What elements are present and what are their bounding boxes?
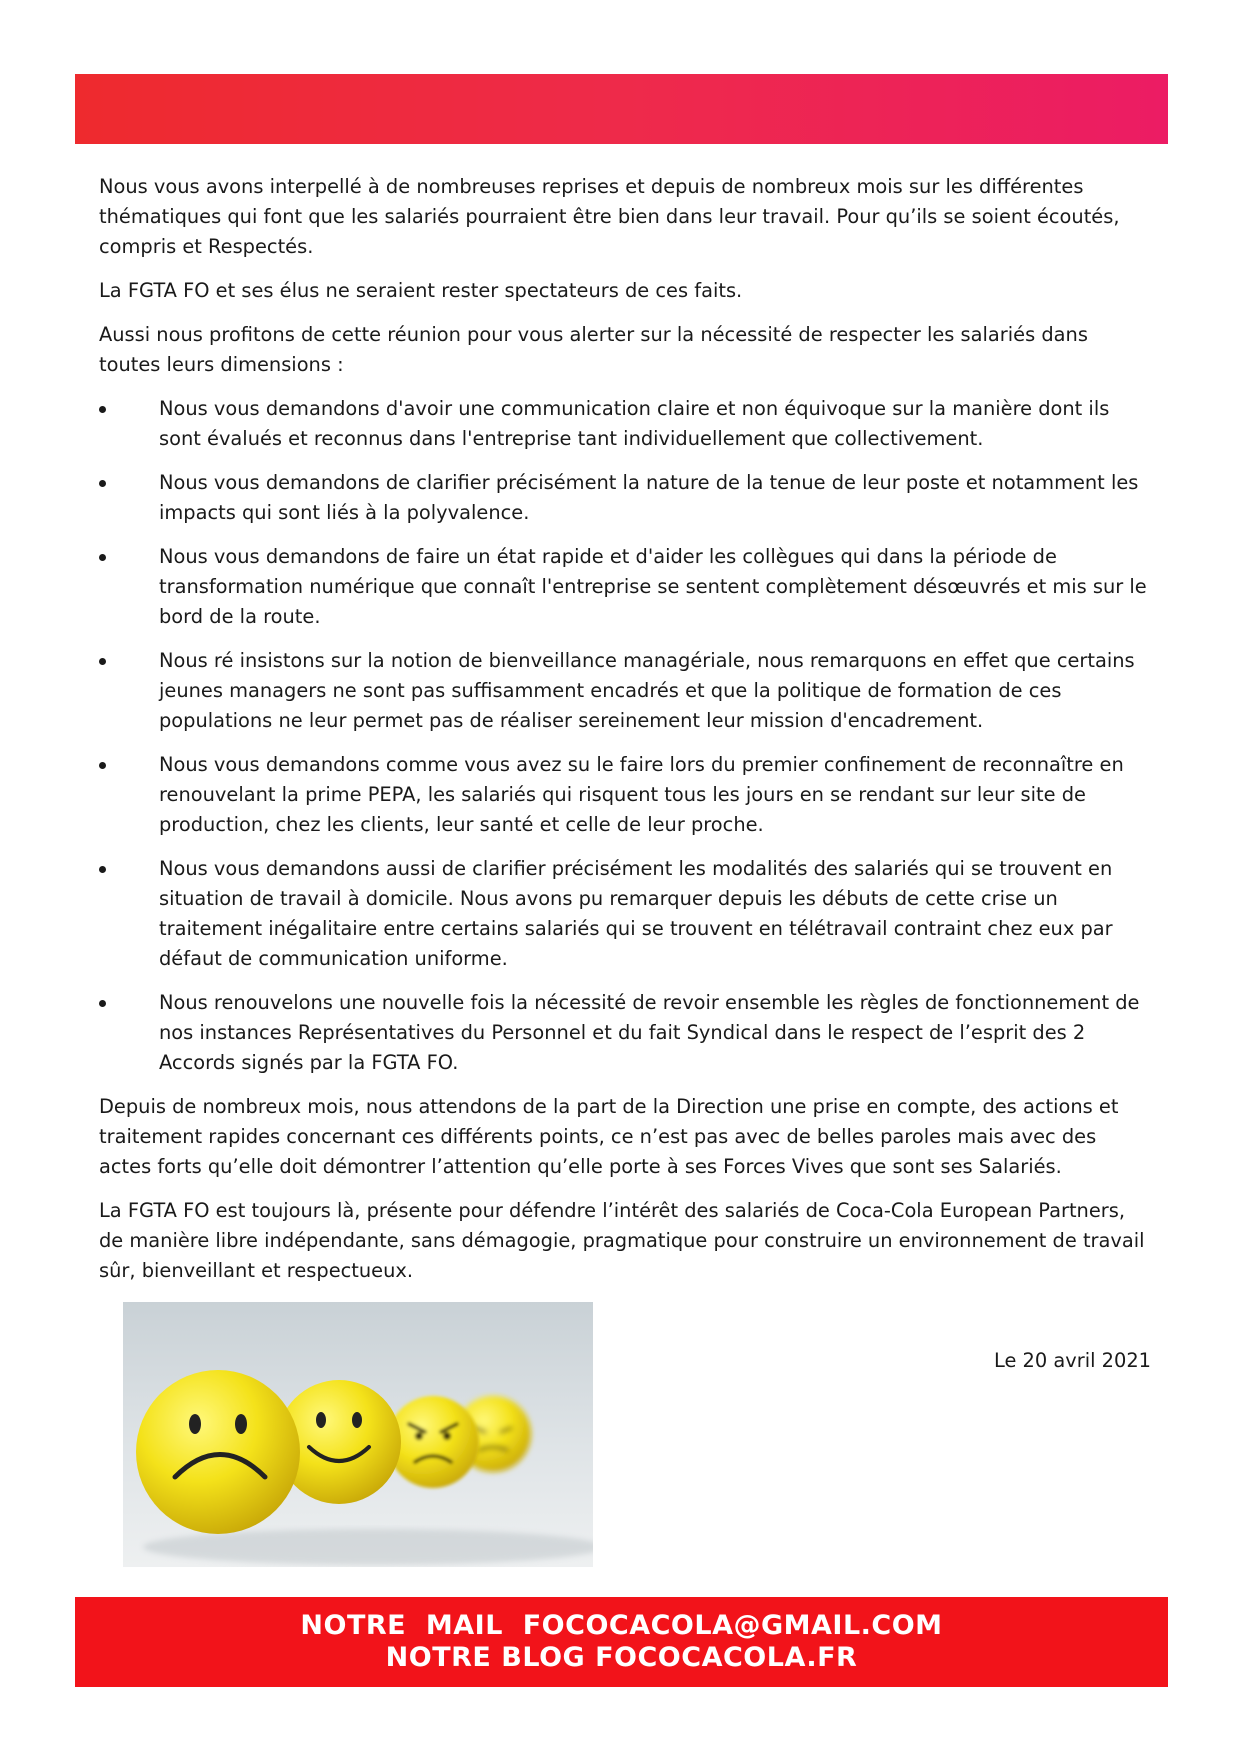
list-item: [99, 542, 1151, 632]
bullet-icon: [99, 762, 106, 769]
list-item-text: Nous vous demandons d'avoir une communication claire et non équivoque sur la manière dont ils sont évalués et reconnus dans l'entreprise tant individuellement que collectivement.: [159, 397, 1110, 450]
footer-blog: NOTRE BLOG FOCOCACOLA.FR: [385, 1642, 858, 1673]
demands-list: [99, 394, 1151, 1078]
list-item: [99, 988, 1151, 1078]
list-item-text: Nous vous demandons aussi de clarifier précisément les modalités des salariés qui se trouvent en situation de travail à domicile. Nous avons pu remarquer depuis les débuts de cette crise un traitement inégalitaire entre certains salariés qui se trouvent en télétravail contraint chez eux par défaut de communication uniforme.: [159, 857, 1113, 970]
bullet-icon: [99, 480, 106, 487]
intro-paragraph: Nous vous avons interpellé à de nombreuses reprises et depuis de nombreux mois sur les différentes thématiques qui font que les salariés pourraient être bien dans leur travail. Pour qu’ils se soient écoutés, compris et Respectés.: [99, 175, 1120, 258]
intro-paragraph: La FGTA FO et ses élus ne seraient rester spectateurs de ces faits.: [99, 279, 743, 302]
list-item: [99, 750, 1151, 840]
footer-banner: [75, 1597, 1168, 1687]
closing-paragraph: La FGTA FO est toujours là, présente pour défendre l’intérêt des salariés de Coca-Cola European Partners, de manière libre indépendante, sans démagogie, pragmatique pour construire un environnement de travail sûr, bienveillant et respectueux.: [99, 1199, 1145, 1282]
list-item-text: Nous ré insistons sur la notion de bienveillance managériale, nous remarquons en effet que certains jeunes managers ne sont pas suffisamment encadrés et que la politique de formation de ces populations ne leur permet pas de réaliser sereinement leur mission d'encadrement.: [159, 649, 1135, 732]
bullet-icon: [99, 406, 106, 413]
emoji-balls-image: [123, 1302, 593, 1567]
header-banner: [75, 74, 1168, 144]
closing-paragraph: Depuis de nombreux mois, nous attendons de la part de la Direction une prise en compte, des actions et traitement rapides concernant ces différents points, ce n’est pas avec de belles paroles mais avec des actes forts qu’elle doit démontrer l’attention qu’elle porte à ses Forces Vives que sont ses Salariés.: [99, 1095, 1119, 1178]
list-item: [99, 854, 1151, 974]
intro-paragraph: Aussi nous profitons de cette réunion pour vous alerter sur la nécessité de respecter les salariés dans toutes leurs dimensions :: [99, 323, 1088, 376]
bullet-icon: [99, 1000, 106, 1007]
letter-body: [99, 172, 1151, 1300]
letter-date: Le 20 avril 2021: [993, 1349, 1151, 1372]
list-item-text: Nous vous demandons comme vous avez su le faire lors du premier confinement de reconnaître en renouvelant la prime PEPA, les salariés qui risquent tous les jours en se rendant sur leur site de production, chez les clients, leur santé et celle de leur proche.: [159, 753, 1124, 836]
bullet-icon: [99, 554, 106, 561]
bullet-icon: [99, 866, 106, 873]
list-item-text: Nous renouvelons une nouvelle fois la nécessité de revoir ensemble les règles de fonctionnement de nos instances Représentatives du Personnel et du fait Syndical dans le respect de l’esprit des 2 Accords signés par la FGTA FO.: [159, 991, 1140, 1074]
list-item-text: Nous vous demandons de clarifier précisément la nature de la tenue de leur poste et notamment les impacts qui sont liés à la polyvalence.: [159, 471, 1139, 524]
list-item-text: Nous vous demandons de faire un état rapide et d'aider les collègues qui dans la période de transformation numérique que connaît l'entreprise se sentent complètement désœuvrés et mis sur le bord de la route.: [159, 545, 1147, 628]
list-item: [99, 646, 1151, 736]
list-item: [99, 468, 1151, 528]
bullet-icon: [99, 658, 106, 665]
footer-mail: NOTRE MAIL FOCOCACOLA@GMAIL.COM: [300, 1610, 943, 1641]
list-item: [99, 394, 1151, 454]
